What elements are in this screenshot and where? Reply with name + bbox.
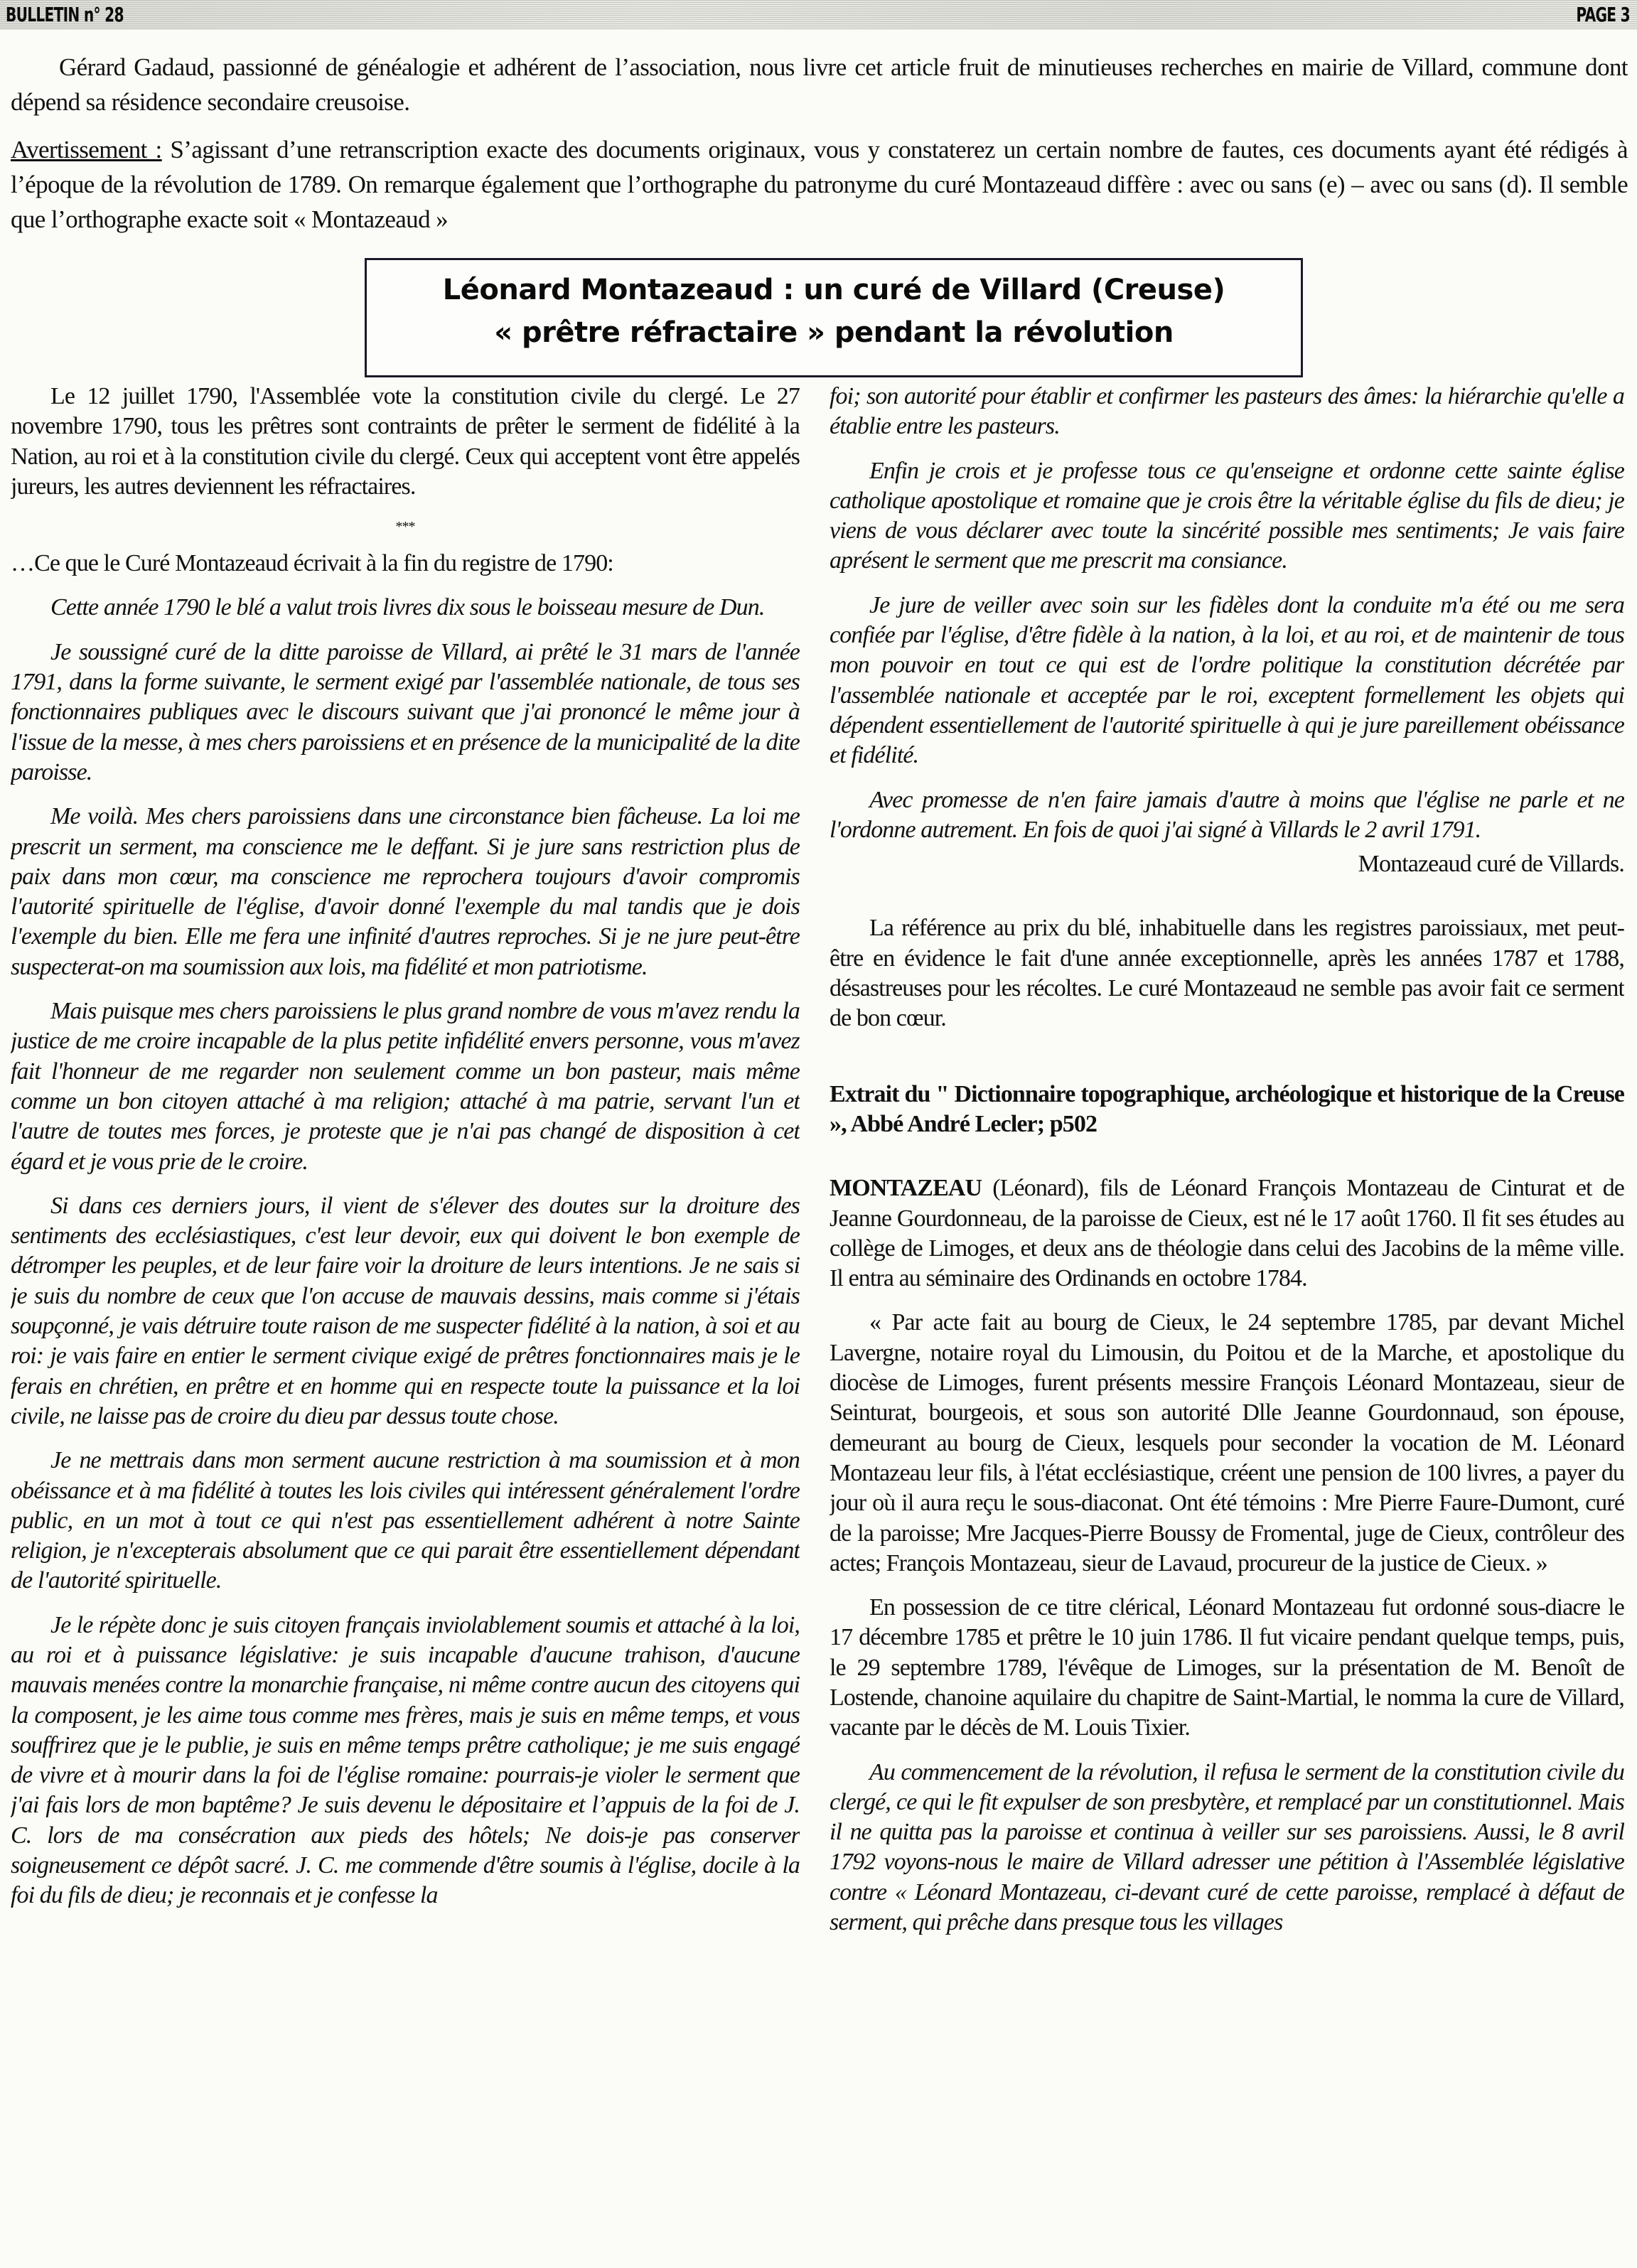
warning-label: Avertissement : xyxy=(11,136,162,163)
right-column xyxy=(830,382,1624,2268)
biography-paragraph xyxy=(830,1173,1624,1294)
speech-continuation: foi; son autorité pour établir et confirmer les pasteurs des âmes: la hiérarchie qu'elle a établie entre les pasteurs. xyxy=(830,383,1624,440)
header-band xyxy=(0,0,1637,30)
speech-paragraph-2: Mais puisque mes chers paroissiens le plus grand nombre de vous m'avez rendu la justice de me croire incapable de la plus petite infidélité envers personne, vous m'avez fait l'honneur de me regarder non seulement comme un bon pasteur, mais même comme un bon citoyen attaché à ma religion; attaché à ma patrie, servant l'un et l'autre de toutes mes forces, je proteste que je n'ai pas changé de disposition à cet égard et je vous prie de le croire. xyxy=(11,998,800,1175)
bulletin-number: BULLETIN n° 28 xyxy=(6,3,124,26)
article-title-box xyxy=(365,258,1303,377)
warning-paragraph xyxy=(11,132,1628,237)
separator-stars: *** xyxy=(395,519,415,535)
extract-heading: Extrait du " Dictionnaire topographique, archéologique et historique de la Creuse », Abbé André Lecler; p502 xyxy=(830,1080,1624,1137)
revolution-paragraph: Au commencement de la révolution, il refusa le serment de la constitution civile du clergé, ce qui le fit expulser de son presbytère, et remplacé par un constitutionnel. Mais il ne quitta pas la paroisse et continua à veiller sur ses paroissiens. Aussi, le 8 avril 1792 voyons-nous le maire de Villard adresser une pétition à l'Assemblée législative contre « Léonard Montazeau, ci-devant curé de cette paroisse, remplacé à défaut de serment, qui prêche dans presque tous les villages xyxy=(830,1758,1624,1936)
speech-paragraph-6: Enfin je crois et je professe tous ce qu'enseigne et ordonne cette sainte église catholique apostolique et romaine que je crois être la véritable église du fils de dieu; je viens de vous déclarer avec toute la sincérité possible mes sentiments; Je vais faire aprésent le serment que me prescrit ma consiance. xyxy=(830,457,1624,574)
article-title-line-1: Léonard Montazeaud : un curé de Villard (Creuse) xyxy=(442,274,1225,306)
biography-text: (Léonard), fils de Léonard François Montazeau de Cinturat et de Jeanne Gourdonneau, de la paroisse de Cieux, est né le 17 août 1760. Il fit ses études au collège de Limoges, et deux ans de théologie dans celui des Jacobins de la même ville. Il entra au séminaire des Ordinands en octobre 1784. xyxy=(830,1175,1624,1292)
register-intro: …Ce que le Curé Montazeaud écrivait à la fin du registre de 1790: xyxy=(11,550,613,577)
left-column xyxy=(11,382,800,2268)
article-title-line-2: « prêtre réfractaire » pendant la révolution xyxy=(494,316,1174,349)
commentary-paragraph: La référence au prix du blé, inhabituelle dans les registres paroissiaux, met peut-être en évidence le fait d'une année exceptionnelle, après les années 1787 et 1788, désastreuses pour les récoltes. Le curé Montazeaud ne semble pas avoir fait ce serment de bon cœur. xyxy=(830,915,1624,1032)
signature: Montazeaud curé de Villards. xyxy=(1358,851,1624,878)
context-paragraph: Le 12 juillet 1790, l'Assemblée vote la constitution civile du clergé. Le 27 novembre 1790, tous les prêtres sont contraints de prêter le serment de fidélité à la Nation, au roi et à la constitution civile du clergé. Ceux qui acceptent vont être appelés jureurs, les autres deviennent les réfractaires. xyxy=(11,383,800,500)
speech-paragraph-5: Je le répète donc je suis citoyen français inviolablement soumis et attaché à la loi, au roi et à puissance législative: je suis incapable d'aucune trahison, d'aucune mauvais menées contre la monarchie française, ni même contre aucun des citoyens qui la composent, je les aime tous comme mes frères, mais je suis en même temps, et vous souffrirez que je le publie, je suis en même temps prêtre catholique; je me suis engagé de vivre et à mourir dans la foi de l'église romaine: pourrais-je violer le serment que j'ai fais lors de mon baptême? Je suis devenu le dépositaire et l’appuis de la foi de J. C. lors de ma consécration aux pieds des hôtels; Ne dois-je pas conserver soigneusement ce dépôt sacré. J. C. me commende d'être soumis à l'église, docile à la foi du fils de dieu; je reconnais et je confesse la xyxy=(11,1611,800,1909)
intro-text: Gérard Gadaud, passionné de généalogie et adhérent de l’association, nous livre cet article fruit de minutieuses recherches en mairie de Villard, commune dont dépend sa résidence secondaire creusoise. xyxy=(11,53,1628,116)
wheat-price-note: Cette année 1790 le blé a valut trois livres dix sous le boisseau mesure de Dun. xyxy=(50,594,765,621)
speech-paragraph-4: Je ne mettrais dans mon serment aucune restriction à ma soumission et à mon obéissance et à ma fidélité à toutes les lois civiles qui intéressent généralement l'ordre public, en un mot à tout ce qui n'est pas essentiellement adhérent à notre Sainte religion, je n'excepterais absolument que ce qui parait être essentiellement dépendant de l'autorité spirituelle. xyxy=(11,1447,800,1594)
page-number: PAGE 3 xyxy=(1576,3,1630,26)
ordination-paragraph: En possession de ce titre clérical, Léonard Montazeau fut ordonné sous-diacre le 17 décembre 1785 et prêtre le 10 juin 1786. Il fut vicaire pendant quelque temps, puis, le 29 septembre 1789, l'évêque de Limoges, sur la présentation de M. Benoît de Lostende, chanoine aquilaire du chapitre de Saint-Martial, le nomma la cure de Villard, vacante par le décès de M. Louis Tixier. xyxy=(830,1594,1624,1741)
oath-statement: Je soussigné curé de la ditte paroisse de Villard, ai prêté le 31 mars de l'année 1791, dans la forme suivante, le serment exigé par l'assemblée nationale, de tous ses fonctionnaires publiques avec le discours suivant que j'ai prononcé le même jour à l'issue de la messe, à mes chers paroissiens et en présence de la municipalité de la dite paroisse. xyxy=(11,638,800,785)
warning-text: S’agissant d’une retranscription exacte des documents originaux, vous y constaterez un certain nombre de fautes, ces documents ayant été rédigés à l’époque de la révolution de 1789. On remarque également que l’orthographe du patronyme du curé Montazeaud diffère : avec ou sans (e) – avec ou sans (d). Il semble que l’orthographe exacte soit « Montazeaud » xyxy=(11,136,1628,233)
deed-quote: « Par acte fait au bourg de Cieux, le 24 septembre 1785, par devant Michel Lavergne, notaire royal du Limousin, du Poitou et de la Marche, et apostolique du diocèse de Limoges, furent présents messire François Léonard Montazeau, sieur de Seinturat, bourgeois, et sous son autorité Dlle Jeanne Gourdonnaud, son épouse, demeurant au bourg de Cieux, lesquels pour seconder la vocation de M. Léonard Montazeau leur fils, à l'état ecclésiastique, créent une pension de 100 livres, a payer du jour où il aura reçu le sous-diaconat. Ont été témoins : Mre Pierre Faure-Dumont, curé de la paroisse; Mre Jacques-Pierre Boussy de Fromental, juge de Cieux, contrôleur des actes; François Montazeau, sieur de Lavaud, procureur de la justice de Cieux. » xyxy=(830,1309,1624,1576)
oath-closing: Avec promesse de n'en faire jamais d'autre à moins que l'église ne parle et ne l'ordonne autrement. En fois de quoi j'ai signé à Villards le 2 avril 1791. xyxy=(830,786,1624,843)
intro-paragraph xyxy=(11,50,1628,119)
biography-name: MONTAZEAU xyxy=(830,1175,982,1202)
speech-paragraph-3: Si dans ces derniers jours, il vient de s'élever des doutes sur la droiture des sentiments des ecclésiastiques, c'est leur devoir, eux qui doivent le bon exemple de détromper les peuples, et de leur faire voir la droiture de leurs intentions. Je ne sais si je suis du nombre de ceux que l'on accuse de mauvais dessins, mais comme si j'étais soupçonné, je vais détruire toute raison de me suspecter fidélité à la nation, à soi et au roi: je vais faire en entier le serment civique exigé de prêtres fonctionnaires mais je le ferais en chrétien, en prêtre et en homme qui en respecte toute la puissance et la loi civile, ne laisse pas de croire du dieu par dessus toute chose. xyxy=(11,1192,800,1429)
spacer xyxy=(830,1048,1624,1080)
oath-text: Je jure de veiller avec soin sur les fidèles dont la conduite m'a été ou me sera confiée par l'église, d'être fidèle à la nation, à la loi, et au roi, et de maintenir de tous mon pouvoir en tout ce qui est de l'ordre politique la constitution décrétée par l'assemblée nationale et acceptée par le roi, exceptent formellement les objets qui dépendent essentiellement de l'autorité spirituelle à qui je jure pareillement obéissance et fidélité. xyxy=(830,591,1624,769)
speech-paragraph-1: Me voilà. Mes chers paroissiens dans une circonstance bien fâcheuse. La loi me prescrit un serment, ma conscience me le deffant. Si je jure sans restriction plus de paix dans mon cœur, ma conscience me reprochera toujours d'avoir compromis l'autorité spirituelle de l'église, d'avoir donné l'exemple du mal tandis que je dois l'exemple du bien. Elle me fera une infinité d'autres reproches. Si je ne jure peut-être suspecterat-on ma soumission aux lois, ma fidélité et mon patriotisme. xyxy=(11,803,800,980)
warning-block xyxy=(11,132,1628,237)
